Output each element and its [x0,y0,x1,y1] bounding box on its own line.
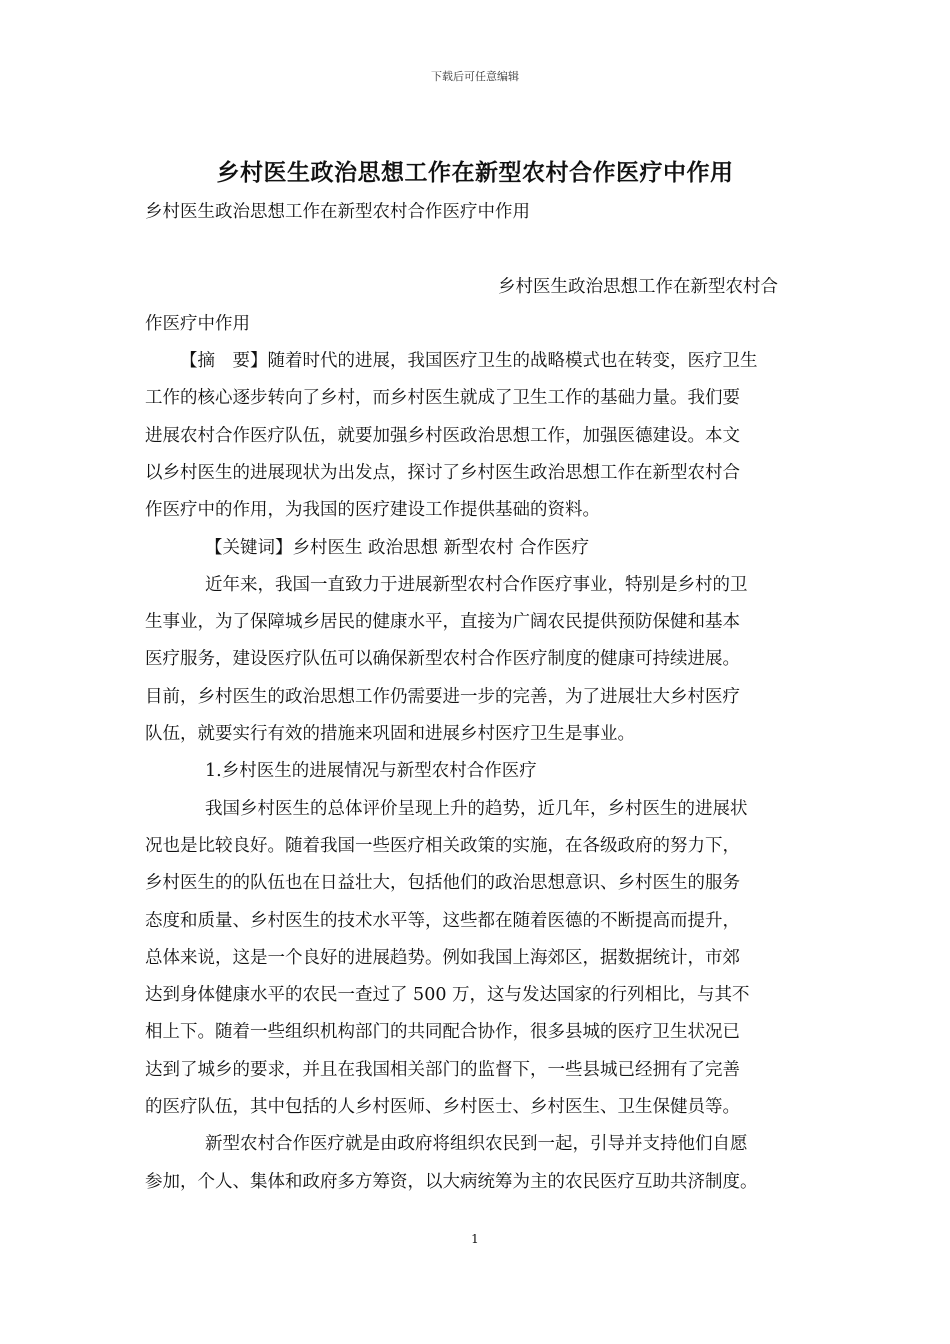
page-number: 1 [471,1232,479,1246]
body-line: 新型农村合作医疗就是由政府将组织农民到一起，引导并支持他们自愿 [205,1134,748,1154]
header-note: 下载后可任意编辑 [431,70,519,83]
subtitle: 乡村医生政治思想工作在新型农村合作医疗中作用 [145,202,530,222]
body-line: 我国乡村医生的总体评价呈现上升的趋势，近几年，乡村医生的进展状 [205,799,748,819]
intro-line: 近年来，我国一直致力于进展新型农村合作医疗事业，特别是乡村的卫 [205,575,748,595]
abstract-line: 进展农村合作医疗队伍，就要加强乡村医政治思想工作，加强医德建设。本文 [145,426,740,446]
body-line: 相上下。随着一些组织机构部门的共同配合协作，很多县城的医疗卫生状况已 [145,1022,740,1042]
author-line-2: 作医疗中作用 [145,314,250,334]
document-title: 乡村医生政治思想工作在新型农村合作医疗中作用 [216,160,734,186]
body-line: 乡村医生的的队伍也在日益壮大，包括他们的政治思想意识、乡村医生的服务 [145,873,740,893]
body-line: 总体来说，这是一个良好的进展趋势。例如我国上海郊区，据数据统计，市郊 [145,948,740,968]
abstract-line: 【摘 要】随着时代的进展，我国医疗卫生的战略模式也在转变，医疗卫生 [180,351,758,371]
intro-line: 生事业，为了保障城乡居民的健康水平，直接为广阔农民提供预防保健和基本 [145,612,740,632]
abstract-line: 工作的核心逐步转向了乡村，而乡村医生就成了卫生工作的基础力量。我们要 [145,388,740,408]
abstract-line: 作医疗中的作用，为我国的医疗建设工作提供基础的资料。 [145,500,600,520]
intro-line: 医疗服务，建设医疗队伍可以确保新型农村合作医疗制度的健康可持续进展。 [145,649,740,669]
keywords: 【关键词】乡村医生 政治思想 新型农村 合作医疗 [205,538,590,558]
intro-line: 队伍，就要实行有效的措施来巩固和进展乡村医疗卫生是事业。 [145,724,635,744]
section-heading: 1.乡村医生的进展情况与新型农村合作医疗 [205,761,537,781]
body-line: 参加，个人、集体和政府多方筹资，以大病统筹为主的农民医疗互助共济制度。 [145,1172,758,1192]
body-line: 况也是比较良好。随着我国一些医疗相关政策的实施，在各级政府的努力下， [145,836,740,856]
intro-line: 目前，乡村医生的政治思想工作仍需要进一步的完善，为了进展壮大乡村医疗 [145,687,740,707]
abstract-line: 以乡村医生的进展现状为出发点，探讨了乡村医生政治思想工作在新型农村合 [145,463,740,483]
body-line: 达到了城乡的要求，并且在我国相关部门的监督下，一些县城已经拥有了完善 [145,1060,740,1080]
body-line: 态度和质量、乡村医生的技术水平等，这些都在随着医德的不断提高而提升， [145,911,740,931]
body-line: 达到身体健康水平的农民一查过了 500 万，这与发达国家的行列相比，与其不 [145,985,750,1005]
body-line: 的医疗队伍，其中包括的人乡村医师、乡村医士、乡村医生、卫生保健员等。 [145,1097,740,1117]
author-line-1: 乡村医生政治思想工作在新型农村合 [498,277,778,297]
